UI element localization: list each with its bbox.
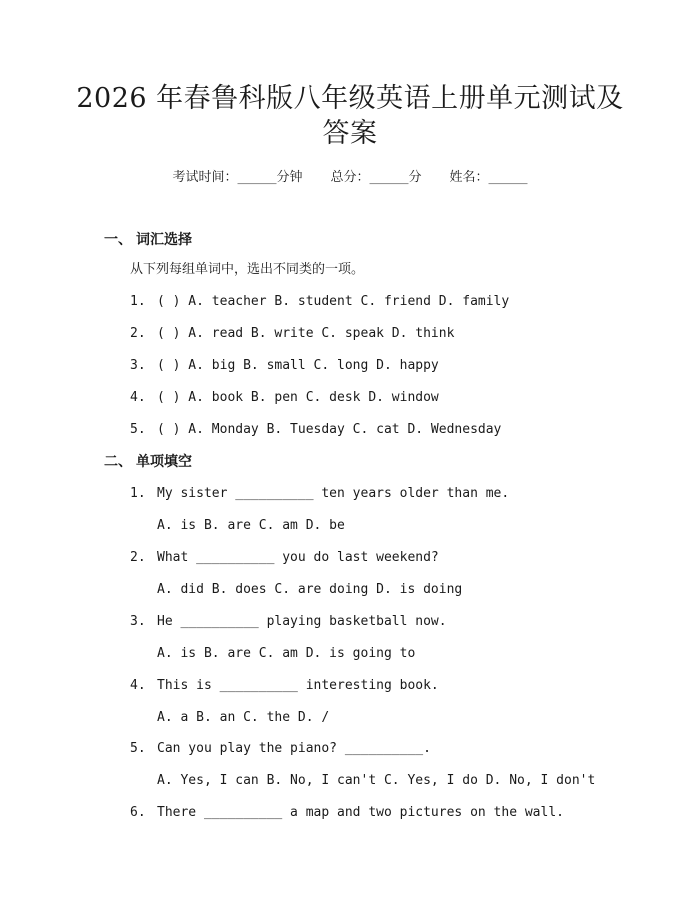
exam-total-score: 总分：______分 xyxy=(330,170,422,185)
question-text: ( ) A. book B. pen C. desk D. window xyxy=(157,390,439,405)
question-number: 3. xyxy=(130,614,146,629)
vocab-question-5 xyxy=(130,421,501,439)
grammar-question-5-options: A. Yes, I can B. No, I can't C. Yes, I do D. No, I don't xyxy=(157,773,596,788)
section-2-number: 二、 xyxy=(104,454,132,470)
grammar-question-6 xyxy=(130,804,564,822)
question-text: ( ) A. big B. small C. long D. happy xyxy=(157,358,439,373)
section-2-title: 单项填空 xyxy=(136,454,192,470)
grammar-question-4 xyxy=(130,677,439,695)
document-title-line-1: 2026 年春鲁科版八年级英语上册单元测试及 xyxy=(76,83,624,114)
question-text: ( ) A. Monday B. Tuesday C. cat D. Wednesday xyxy=(157,422,502,437)
section-1-heading xyxy=(104,230,192,250)
grammar-question-2 xyxy=(130,549,439,567)
grammar-question-3-options: A. is B. are C. am D. is going to xyxy=(157,646,416,661)
question-number: 1. xyxy=(130,486,146,501)
grammar-question-2-options: A. did B. does C. are doing D. is doing xyxy=(157,582,463,597)
question-text: What __________ you do last weekend? xyxy=(157,550,439,565)
question-text: My sister __________ ten years older than me. xyxy=(157,486,510,501)
question-number: 5. xyxy=(130,422,146,437)
question-text: Can you play the piano? __________. xyxy=(157,741,431,756)
question-text: ( ) A. read B. write C. speak D. think xyxy=(157,326,455,341)
vocab-question-2 xyxy=(130,325,454,343)
grammar-question-3 xyxy=(130,613,447,631)
question-number: 2. xyxy=(130,326,146,341)
grammar-question-5 xyxy=(130,740,431,758)
grammar-question-1 xyxy=(130,485,509,503)
question-number: 4. xyxy=(130,390,146,405)
question-number: 6. xyxy=(130,805,146,820)
exam-meta xyxy=(0,169,700,187)
question-text: ( ) A. teacher B. student C. friend D. family xyxy=(157,294,510,309)
vocab-question-1 xyxy=(130,293,509,311)
grammar-question-4-options: A. a B. an C. the D. / xyxy=(157,710,330,725)
exam-time: 考试时间：______分钟 xyxy=(172,170,303,185)
question-number: 5. xyxy=(130,741,146,756)
vocab-question-3 xyxy=(130,357,439,375)
section-2-heading xyxy=(104,452,192,472)
question-number: 4. xyxy=(130,678,146,693)
question-number: 3. xyxy=(130,358,146,373)
question-text: This is __________ interesting book. xyxy=(157,678,439,693)
question-text: There __________ a map and two pictures on the wall. xyxy=(157,805,564,820)
section-1-instruction: 从下列每组单词中，选出不同类的一项。 xyxy=(130,262,365,277)
question-number: 1. xyxy=(130,294,146,309)
student-name: 姓名：______ xyxy=(449,170,528,185)
document-title-line-2: 答案 xyxy=(322,118,378,149)
question-text: He __________ playing basketball now. xyxy=(157,614,447,629)
vocab-question-4 xyxy=(130,389,439,407)
grammar-question-1-options: A. is B. are C. am D. be xyxy=(157,518,345,533)
section-1-number: 一、 xyxy=(104,232,132,248)
question-number: 2. xyxy=(130,550,146,565)
section-1-title: 词汇选择 xyxy=(136,232,192,248)
